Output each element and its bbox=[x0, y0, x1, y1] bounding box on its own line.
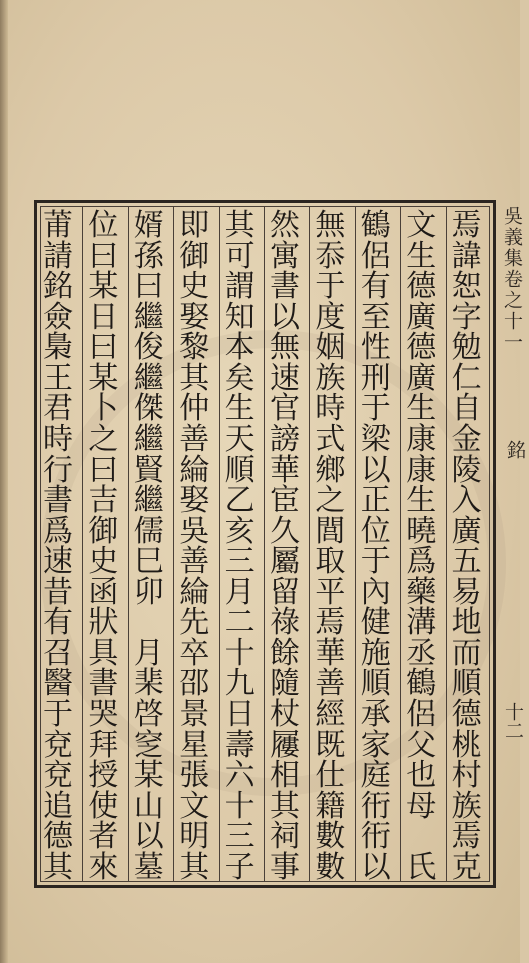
text-column-9: 位 曰 某 日 曰 某 卜 之 曰 吉 御 史 函 狀 具 書 哭 拜 授 使 者 來 bbox=[88, 208, 119, 885]
text-column-6: 其 可 謂 知 本 矣 生 天 順 乙 亥 三 月 二 十 九 日 壽 六 十 三 子 bbox=[224, 208, 255, 885]
text-column-1: 焉 諱 恕 字 勉 仁 自 金 陵 入 廣 五 易 地 而 順 德 桃 村 族 焉 克 bbox=[451, 208, 482, 885]
text-frame bbox=[34, 200, 496, 888]
column-rule bbox=[264, 207, 265, 881]
text-column-5: 然 寓 書 以 無 速 官 謗 華 宦 久 屬 留 祿 餘 隨 杖 屨 相 其 祠 事 bbox=[270, 208, 300, 885]
column-rule bbox=[128, 207, 129, 881]
text-column-7: 即 御 史 娶 黎 其 仲 善 綸 娶 吳 善 綸 先 卒 邵 景 星 張 文 明 其 bbox=[179, 208, 210, 885]
text-column-8: 婿 孫 曰 繼 俊 繼 傑 繼 賢 繼 儒 巳 卯 月 棐 啓 窆 某 山 以 墓 bbox=[133, 208, 164, 885]
column-rule bbox=[446, 207, 447, 881]
column-rule bbox=[400, 207, 401, 881]
margin-folio-number: 十二 bbox=[502, 702, 524, 740]
page-edge bbox=[0, 0, 8, 963]
text-column-10: 莆 請 銘 僉 梟 王 君 時 行 書 爲 速 昔 有 召 醫 于 兗 兗 追 德 其 bbox=[43, 208, 73, 885]
text-column-3: 鶴 侶 有 至 性 刑 于 梁 以 正 位 于 內 健 施 順 承 家 庭 衎 衎 以 bbox=[360, 208, 391, 885]
column-rule bbox=[173, 207, 174, 881]
column-rule bbox=[82, 207, 83, 881]
text-column-2: 文 生 德 廣 德 廣 生 康 康 生 曉 爲 藥 溝 丞 鶴 侶 父 也 母 氏 bbox=[406, 208, 437, 885]
column-rule bbox=[309, 207, 310, 881]
text-column-4: 無 忝 于 度 姻 族 時 式 鄉 之 閭 取 平 焉 華 善 經 既 仕 籍 數 數 bbox=[315, 208, 346, 885]
column-rule bbox=[219, 207, 220, 881]
margin-section-label: 銘 bbox=[504, 440, 526, 459]
column-rule bbox=[355, 207, 356, 881]
margin-book-title: 吳義集卷之十一 bbox=[501, 206, 523, 353]
